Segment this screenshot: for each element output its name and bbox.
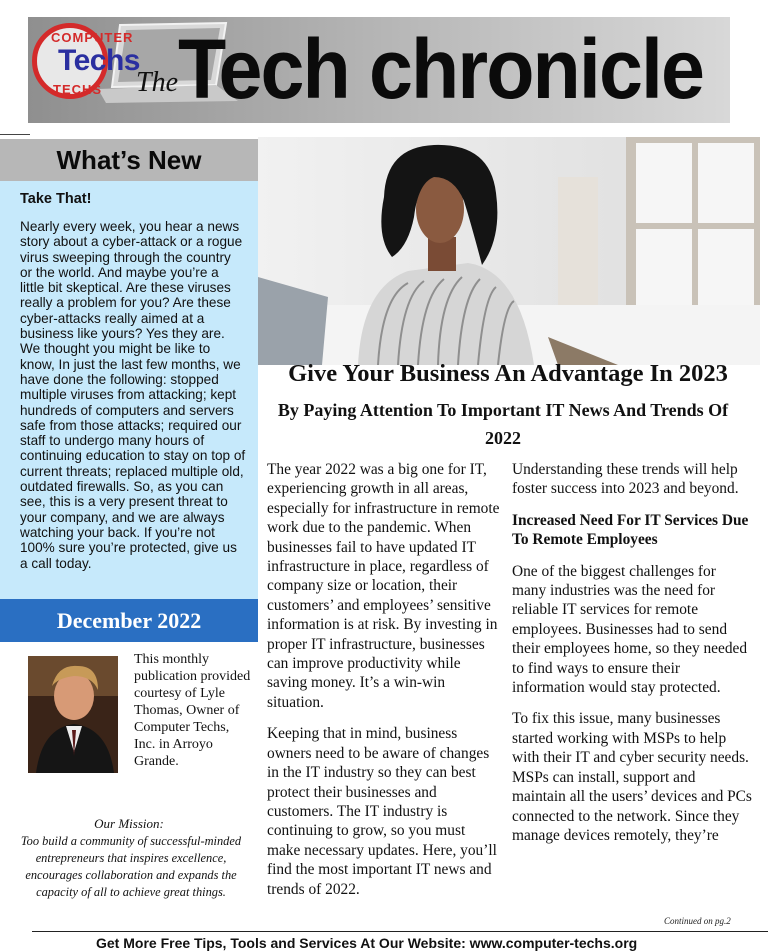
article-paragraph: Understanding these trends will help foster success into 2023 and beyond. (512, 461, 739, 498)
article-headline: Give Your Business An Advantage In 2023 (288, 360, 728, 387)
article-paragraph: One of the biggest challenges for many industries was the need for reliable IT services for remote employees. Businesses had to send their employees home, so they needed to find ways to ensure their information would stay protected. (512, 562, 748, 697)
whats-new-body: Nearly every week, you hear a news story about a cyber-attack or a rogue virus sweeping through the country or the world. And maybe you’re a little bit skeptical. Are these viruses really a problem for you? Are these cyber-attacks really aimed at a business like yours? Yes they are. We thought you might be like to know, In just the last few months, we have done the following: stopped multiple viruses from attacking; kept hundreds of computers and servers safe from those attacks; required our staff to undergo many hours of continuing education to stay on top of current threats; replaced multiple old, outdated firewalls. So, as you can see, this is a very present threat to your company, and we are always watching your back. If you’re not 100% sure you’re protected, give us a call today. (20, 219, 246, 571)
article-paragraph: To fix this issue, many businesses started working with MSPs to help with their IT and cyber security needs. MSPs can install, support and maintain all the users’ devices and PCs connected to the network. Since they manage devices remotely, they’re (512, 710, 752, 844)
whats-new-header (0, 139, 258, 181)
divider-line (0, 134, 30, 135)
whats-new-box (0, 181, 258, 599)
article-column-1 (267, 460, 502, 911)
article-paragraph: The year 2022 was a big one for IT, experiencing growth in all areas, especially for infrastructure in remote work due to the pandemic. When businesses fail to have updated IT infrastructure in place, regardless of company size or location, their customers’ and employees’ sensitive information is at risk. By investing in proper IT infrastructure, businesses can improve productivity while saving money. It’s a win-win situation. (267, 461, 500, 711)
section-heading: Increased Need For IT Services Due To Remote Employees (512, 511, 749, 549)
article-column-2 (512, 460, 752, 857)
owner-portrait (28, 656, 118, 773)
masthead-the: The (136, 67, 178, 98)
issue-date: December 2022 (56, 607, 202, 633)
logo-word: Techs (58, 44, 140, 77)
logo-arc-top: COMPUTER (51, 30, 134, 45)
whats-new-title: What’s New (56, 144, 202, 175)
mission-text: Too build a community of successful-minded entrepreneurs that inspires excellence, encourages collaboration and expands the capacity of all to achieve great things. (20, 834, 242, 899)
article-paragraph: Keeping that in mind, business owners need to be aware of changes in the IT industry so they can best protect their businesses and customers. The IT industry is continuing to grow, so you must make necessary updates. Here, you’ll find the most important IT news and trends of 2022. (267, 725, 497, 898)
continued-note: Continued on pg.2 (664, 916, 731, 926)
issue-date-bar (0, 599, 258, 642)
masthead-banner (28, 17, 730, 123)
logo-arc-bottom: TECHS (53, 82, 103, 97)
hero-photo (258, 137, 760, 365)
article-subheadline: By Paying Attention To Important IT News And Trends Of 2022 (277, 400, 729, 448)
courtesy-text: This monthly publication provided courtesy of Lyle Thomas, Owner of Computer Techs, Inc. in Arroyo Grande. (134, 652, 251, 769)
mission-label: Our Mission: (94, 816, 164, 831)
newsletter-title: Tech chronicle (178, 22, 704, 116)
divider-line (32, 931, 768, 932)
whats-new-subheading: Take That! (20, 191, 92, 207)
footer-text: Get More Free Tips, Tools and Services At Our Website: www.computer-techs.org (96, 935, 638, 951)
